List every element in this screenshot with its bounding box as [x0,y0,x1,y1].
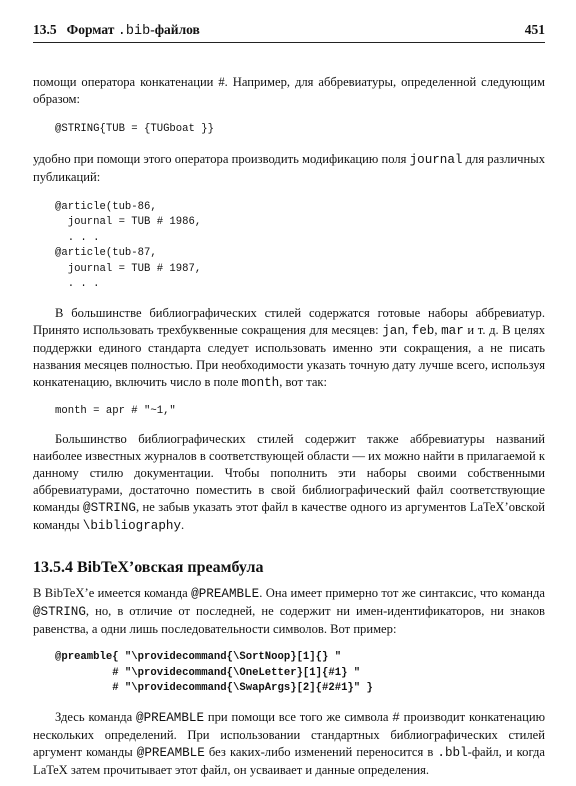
journal-field: journal [409,152,463,167]
code-block-preamble: @preamble{ "\providecommand{\SortNoop}[1]{} " # "\providecommand{\OneLetter}[1]{#1} " # "\providecommand{\SwapArgs}[2]{#2#1}" } [55,651,373,694]
paragraph-3: В большинстве библиографических стилей содержатся готовые наборы аббревиатур. Принято использовать трехбуквенные сокращения для месяцев: jan, feb, mar и т. д. В целях поддержки единого стандарта следует использовать именно эти сокращения, а не писать названия месяцев полностью. При необходимости указать точную дату лучше всего, используя конкатенацию, включить число в поле month, вот так: [33,305,545,390]
paragraph-1: помощи оператора конкатенации #. Например, для аббревиатуры, определенной следующим образом: [33,75,545,106]
header-section-number: 13.5 [33,22,57,37]
latex-logo: LaTeX [469,500,505,514]
book-page [33,22,545,779]
paragraph-4: Большинство библиографических стилей содержит также аббревиатуры названий наиболее известных журналов в соответствующей области — их можно найти в прилагаемой к данному стилю документации. Чтобы пополнить эти наборы своими собственными аббревиатурами, достаточно поместить в свой библиографический файл соответствующие команды @STRING, не забыв указать этот файл в качестве одного из аргументов LaTeX’овской команды \bibliography. [33,432,545,533]
bibtex-logo: BibTeX [44,586,85,600]
section-heading: 13.5.4 BibTeX’овская преамбула [33,559,264,576]
running-header [33,22,545,43]
header-section-title: Формат .bib-файлов [66,22,200,39]
paragraph-6: Здесь команда @PREAMBLE при помощи все того же символа # производит конкатенацию нескольких определений. При использовании стандартных библиографических стилей аргумент команды @PREAMBLE без каких-либо изменений переносится в .bbl-файл, и когда LaTeX затем прочитывает этот файл, он усваивает и данные определения. [33,709,545,777]
page-number: 451 [524,22,545,37]
latex-logo: LaTeX [33,762,68,777]
code-block-month: month = apr # "~1," [55,404,176,417]
paragraph-2: удобно при помощи этого оператора производить модификацию поля journal для различных публикаций: [33,151,545,184]
header-section [33,22,200,39]
code-block-string: @STRING{TUB = {TUGboat }} [55,123,214,135]
code-block-article: @article(tub-86, journal = TUB # 1986, . . . @article(tub-87, journal = TUB # 1987, . . . [55,200,202,290]
paragraph-5: В BibTeX’е имеется команда @PREAMBLE. Она имеет примерно тот же синтаксис, что команда @STRING, но, в отличие от последней, не содержит ни имен-идентификаторов, ни знаков равенства, а одни лишь последовательности символов. Вот пример: [33,586,545,636]
